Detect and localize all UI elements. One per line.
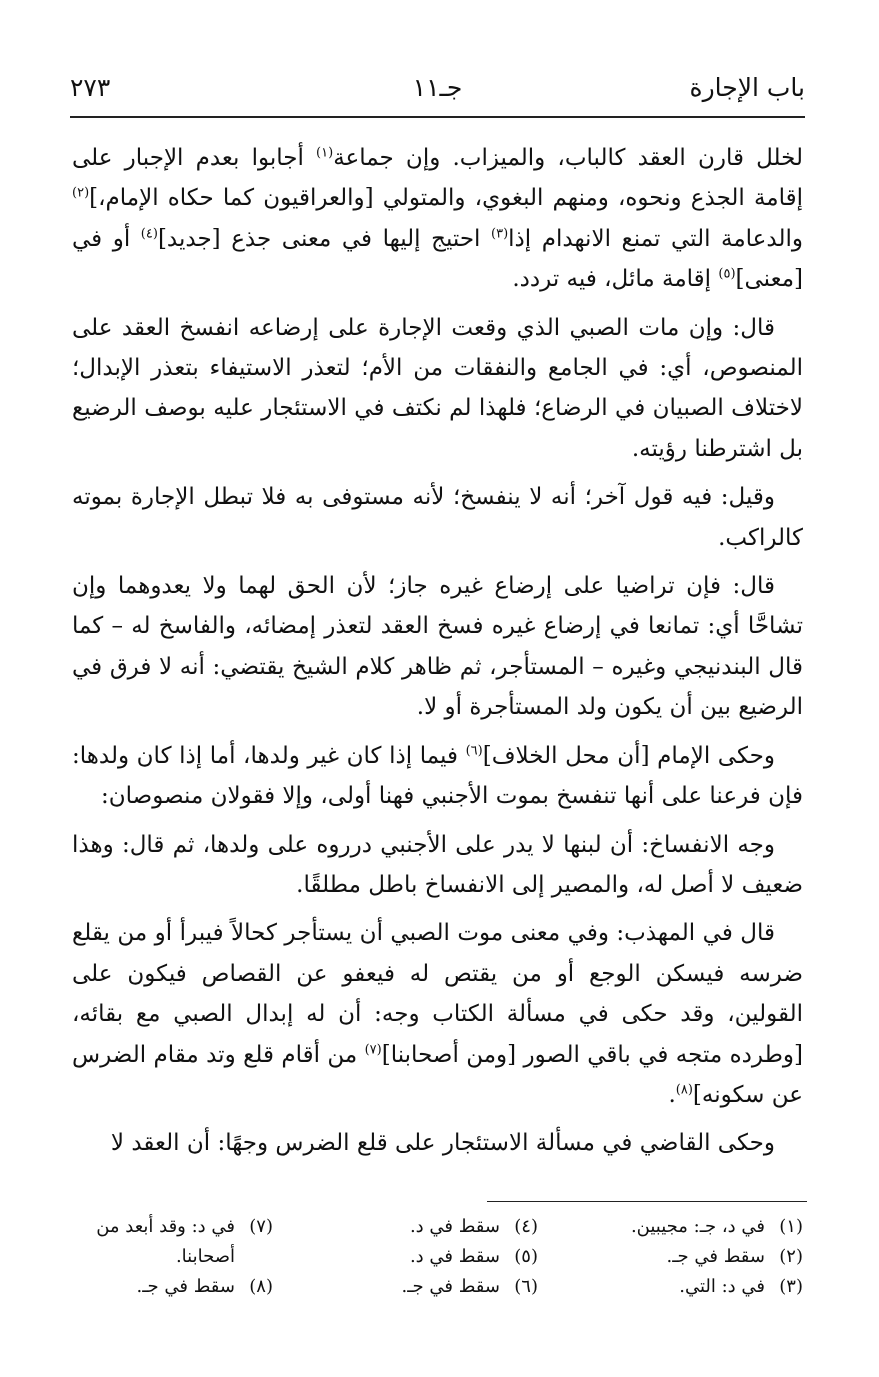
footnote-number: (٢): [779, 1246, 803, 1267]
footnote-ref: (٥): [718, 266, 736, 282]
footnote-text: في د: التي.: [679, 1276, 765, 1297]
footnote-text: في د: وقد أبعد من: [96, 1216, 235, 1237]
paragraph-2: قال: وإن مات الصبي الذي وقعت الإجارة على إرضاعه انفسخ العقد على المنصوص، أي: في الجامع والنفقات من الأم؛ لتعذر الاستيفاء بتعذر الإبدال؛ لاختلاف الصبيان في الرضاع؛ فلهذا لم نكتف في الاستئجار عليه بوصف الرضيع بل اشترطنا رؤيته.: [72, 314, 803, 462]
footnote-ref: (٧): [364, 1041, 382, 1057]
footnote-ref: (٤): [140, 226, 158, 242]
footnote-text: سقط في د.: [409, 1246, 500, 1267]
footnote-divider: [487, 1201, 807, 1202]
paragraph-5: [72, 736, 803, 817]
footnote-item: [68, 1212, 273, 1242]
running-header: [70, 68, 805, 108]
text-run: .: [668, 1081, 676, 1108]
chapter-title: باب الإجارة: [689, 73, 805, 102]
footnote-item: [303, 1242, 538, 1272]
paragraph-6: وجه الانفساخ: أن لبنها لا يدر على الأجنبي درروه على ولدها، ثم قال: وهذا ضعيف لا أصل له، والمصير إلى الانفساخ باطل مطلقًا.: [72, 831, 803, 898]
footnote-text: في د، جـ: مجيبين.: [630, 1216, 765, 1237]
text-run: أو في [معنى]: [72, 225, 803, 293]
footnote-number: (٣): [779, 1276, 803, 1297]
footnote-ref: (٨): [675, 1082, 693, 1098]
text-run: وحكى الإمام [أن محل الخلاف]: [482, 742, 776, 769]
text-run: قال في المهذب: وفي معنى موت الصبي أن يستأجر كحالاً فيبرأ أو من يقلع ضرسه فيسكن الوجع أو من يقتص له فيعفو عن القصاص فيكون على القولين، وقد حكى في مسألة الكتاب وجه: أن له إبدال الصبي مع بقائه، [وطرده متجه في باقي الصور [ومن أصحابنا]: [72, 920, 803, 1068]
footnote-text: سقط في جـ.: [401, 1276, 500, 1297]
footnote-continuation: أصحابنا.: [175, 1246, 235, 1267]
footnotes: [72, 1212, 803, 1312]
paragraph-7: [72, 913, 803, 1115]
footnote-column-3: [68, 1212, 273, 1302]
text-run: إقامة مائل، فيه تردد.: [512, 266, 719, 293]
text-run: فيما إذا كان غير ولدها، أما إذا كان ولدها: فإن فرعنا على أنها تنفسخ بموت الأجنبي فهنا أولى، وإلا فقولان منصوصان:: [72, 742, 803, 810]
text-run: أجابوا بعدم الإجبار على إقامة الجذع ونحوه، ومنهم البغوي، والمتولي [والعراقيون كما حكاه الإمام،]: [72, 145, 803, 212]
footnote-number: (٨): [249, 1276, 273, 1297]
footnote-item: [68, 1272, 273, 1302]
text-run: والدعامة التي تمنع الانهدام إذا: [508, 225, 803, 252]
footnote-text: سقط في جـ.: [136, 1276, 235, 1297]
footnote-item: [303, 1272, 538, 1302]
paragraph-1: [72, 138, 803, 300]
footnote-number: (١): [779, 1216, 803, 1237]
text-run: لخلل قارن العقد كالباب، والميزاب. وإن جماعة: [333, 145, 803, 171]
footnote-ref: (٣): [491, 226, 509, 242]
footnote-column-1: [568, 1212, 803, 1302]
footnote-number: (٤): [514, 1216, 538, 1237]
footnote-text: سقط في د.: [409, 1216, 500, 1237]
paragraph-3: وقيل: فيه قول آخر؛ أنه لا ينفسخ؛ لأنه مستوفى به فلا تبطل الإجارة بموته كالراكب.: [72, 484, 803, 551]
paragraph-8: وحكى القاضي في مسألة الاستئجار على قلع الضرس وجهًا: أن العقد لا: [110, 1130, 775, 1157]
footnote-ref: (١): [316, 145, 334, 161]
footnote-item: [568, 1242, 803, 1272]
header-divider: [70, 116, 805, 118]
text-run: من أقام قلع وتد مقام الضرس عن سكونه]: [72, 1041, 803, 1108]
footnote-column-2: [303, 1212, 538, 1302]
paragraph-4: قال: فإن تراضيا على إرضاع غيره جاز؛ لأن الحق لهما ولا يعدوهما وإن تشاحَّا أي: تمانعا في إرضاع غيره فسخ العقد لتعذر إمضائه، والفاسخ له – كما قال البندنيجي وغيره – المستأجر، ثم ظاهر كلام الشيخ يقتضي: أنه لا فرق في الرضيع بين أن يكون ولد المستأجرة أو لا.: [72, 573, 803, 721]
footnote-ref: (٢): [72, 185, 90, 201]
main-text: [72, 138, 803, 1164]
footnote-number: (٥): [514, 1246, 538, 1267]
volume-label: جـ١١: [412, 73, 463, 102]
footnote-number: (٦): [514, 1276, 538, 1297]
footnote-item: [303, 1212, 538, 1242]
footnote-item: [568, 1212, 803, 1242]
text-run: احتيج إليها في معنى جذع [جديد]: [157, 225, 492, 252]
page-number: ٢٧٣: [70, 73, 111, 102]
footnote-text: سقط في جـ.: [666, 1246, 765, 1267]
footnote-item: [568, 1272, 803, 1302]
footnote-number: (٧): [249, 1216, 273, 1237]
footnote-ref: (٦): [465, 743, 483, 759]
